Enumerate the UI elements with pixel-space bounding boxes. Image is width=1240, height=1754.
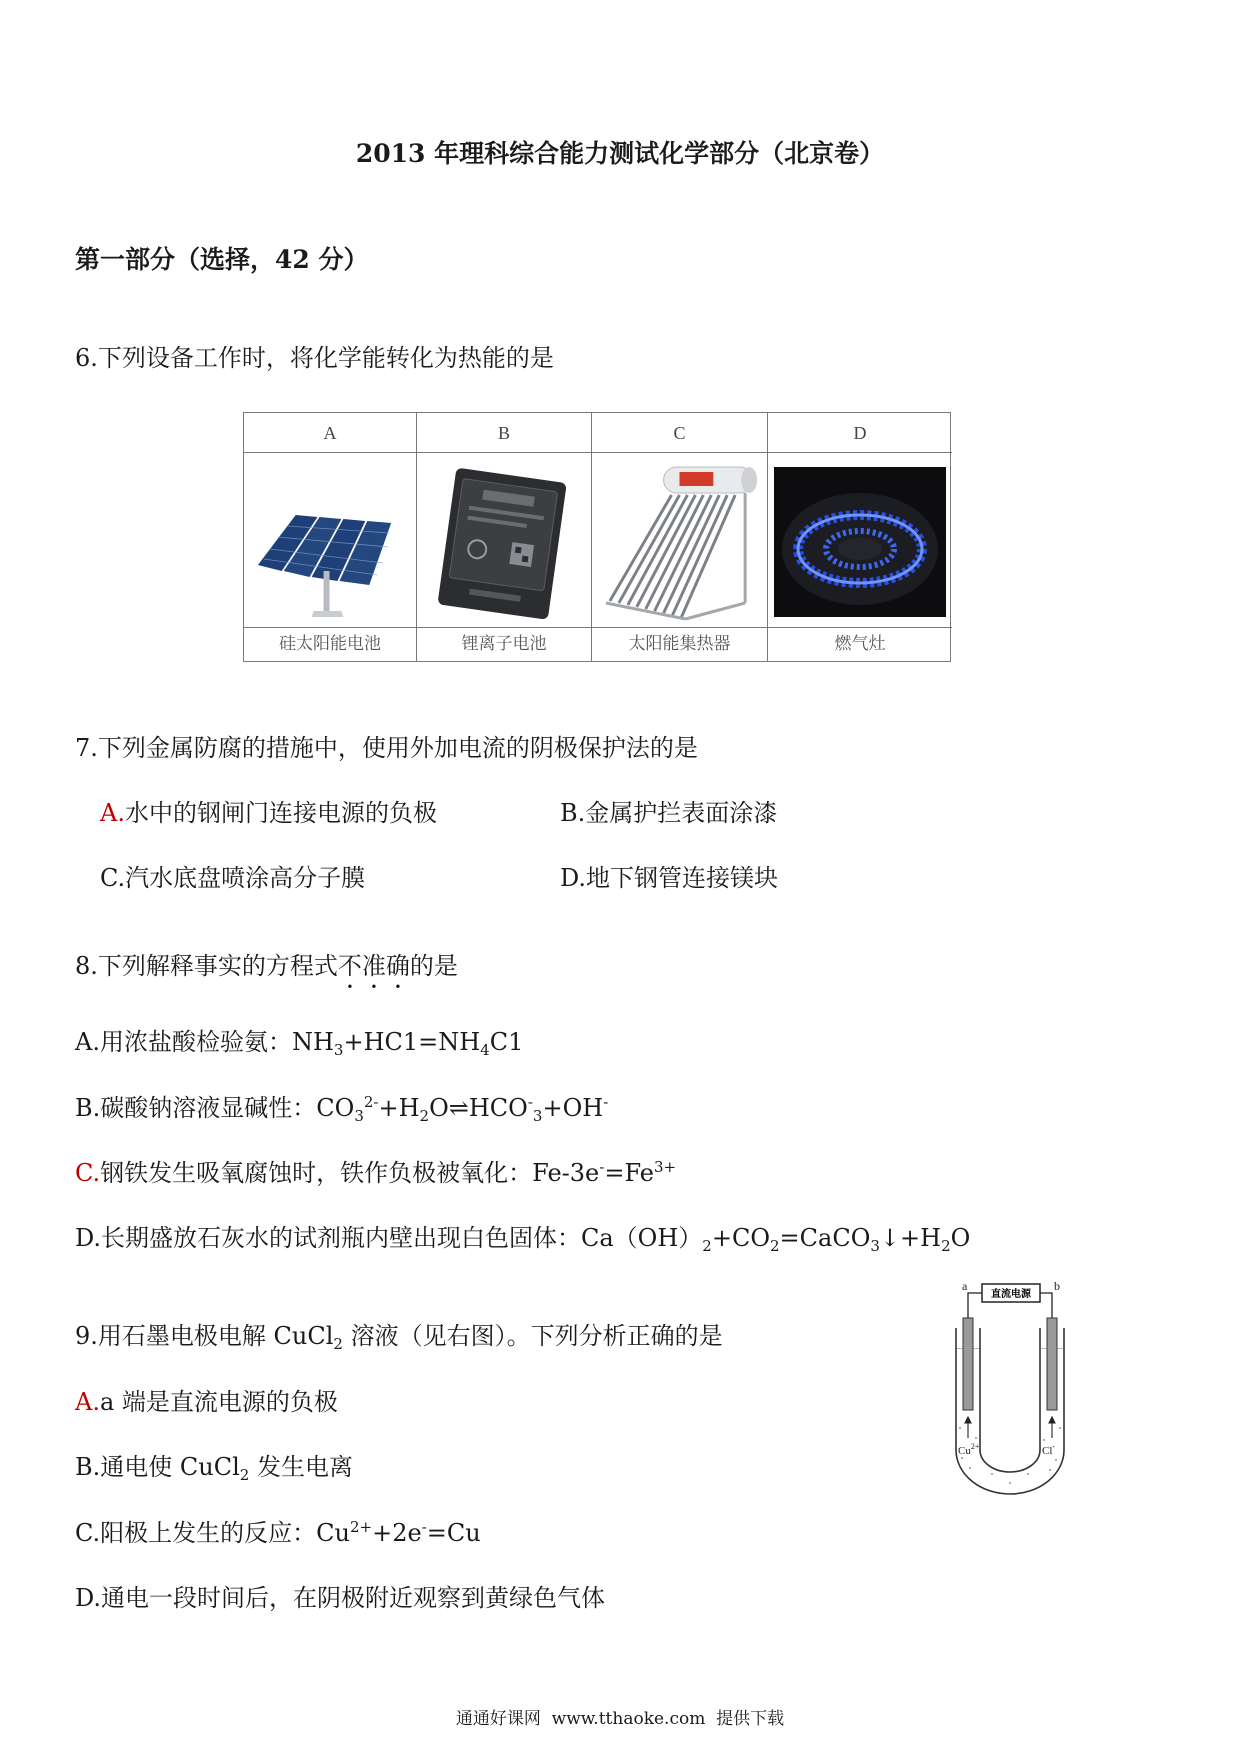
- text-run: 发生电离: [249, 1453, 353, 1481]
- superscript: 2-: [363, 1093, 379, 1111]
- table-column-a: [244, 413, 417, 661]
- text-run: =Cu: [426, 1519, 481, 1547]
- text-run: O: [429, 1094, 449, 1122]
- table-caption-b: 锂离子电池: [417, 627, 591, 661]
- subscript: 2: [941, 1237, 951, 1255]
- subscript: 3: [870, 1237, 880, 1255]
- subscript: 3: [532, 1107, 543, 1125]
- ion-arrows: [965, 1417, 1055, 1438]
- superscript: -: [599, 1158, 605, 1176]
- text-run: =CaCO: [779, 1224, 871, 1252]
- question-9-option-a[interactable]: [75, 1387, 338, 1417]
- text-run: +HC1=NH: [343, 1028, 481, 1056]
- anion-label: Cl-: [1042, 1442, 1056, 1457]
- solar-panel-image: [244, 453, 416, 629]
- terminal-b-label: b: [1054, 1279, 1060, 1293]
- question-8-option-c[interactable]: [75, 1158, 676, 1188]
- text-run: HCO: [468, 1094, 528, 1122]
- question-8-stem: [75, 951, 458, 994]
- question-8-option-d[interactable]: [75, 1223, 970, 1253]
- table-column-b: [417, 413, 592, 661]
- text-run: O: [950, 1224, 971, 1252]
- subscript: 2: [239, 1466, 250, 1484]
- question-9-option-d[interactable]: [75, 1583, 605, 1613]
- text-run: 通电使 CuCl: [100, 1453, 240, 1481]
- superscript: 2+: [349, 1518, 373, 1536]
- question-9-option-b[interactable]: [75, 1452, 353, 1482]
- table-caption-c: 太阳能集热器: [592, 627, 767, 661]
- gas-stove-flame-image: [768, 453, 952, 629]
- text-run: D.: [75, 1584, 102, 1612]
- text-run: 8.下列解释事实的方程式: [75, 952, 338, 980]
- dc-power-supply: [982, 1284, 1040, 1302]
- text-run: 阳极上发生的反应：Cu: [100, 1519, 350, 1547]
- graphite-electrodes: [963, 1318, 1057, 1410]
- superscript: -: [421, 1518, 427, 1536]
- text-run: C.: [75, 1519, 101, 1547]
- text-run: B.: [560, 799, 586, 827]
- question-8-option-a[interactable]: [75, 1027, 523, 1057]
- text-run: D.: [560, 864, 587, 892]
- text-run: D.: [75, 1224, 102, 1252]
- superscript: 3+: [654, 1158, 677, 1176]
- question-7-option-c[interactable]: [100, 863, 365, 893]
- question-7-option-d[interactable]: [560, 863, 778, 893]
- text-run: 地下钢管连接镁块: [586, 864, 779, 892]
- battery-body: [437, 468, 566, 620]
- text-run: ↓+H: [879, 1224, 942, 1252]
- emphasized-text: 不准确: [337, 952, 410, 980]
- text-run: 碳酸钠溶液显碱性：CO: [100, 1094, 355, 1122]
- water-heater-tank: [664, 467, 757, 493]
- text-run: C.: [100, 864, 126, 892]
- table-header-b: B: [417, 413, 591, 453]
- terminal-a-label: a: [962, 1279, 968, 1293]
- superscript: -: [603, 1093, 609, 1111]
- question-6-device-table: [243, 412, 951, 662]
- text-run: C1: [489, 1028, 524, 1056]
- answer-option-label: A.: [100, 799, 125, 827]
- cation-label: $Cu^{2+}$: [958, 1442, 980, 1457]
- question-7-option-b[interactable]: [560, 798, 777, 828]
- question-8-option-b[interactable]: [75, 1093, 608, 1123]
- text-run: 通电一段时间后，在阴极附近观察到黄绿色气体: [101, 1584, 606, 1612]
- text-run: 9.用石墨电极电解 CuCl: [75, 1322, 334, 1350]
- page-footer: 通通好课网 www.tthaoke.com 提供下载: [455, 1709, 785, 1729]
- superscript: -: [527, 1093, 533, 1111]
- table-column-c: [592, 413, 768, 661]
- solar-panel-array: [258, 515, 391, 617]
- section-heading: 第一部分（选择，42 分）: [75, 245, 369, 274]
- answer-option-label: C.: [75, 1159, 101, 1187]
- text-run: 用浓盐酸检验氨：NH: [99, 1028, 334, 1056]
- electrolysis-u-tube-diagram: [952, 1278, 1068, 1498]
- text-run: B.: [75, 1094, 101, 1122]
- text-run: 金属护拦表面涂漆: [585, 799, 778, 827]
- text-run: 钢铁发生吸氧腐蚀时，铁作负极被氧化：Fe-3e: [100, 1159, 600, 1187]
- subscript: 2: [702, 1237, 712, 1255]
- subscript: 2: [333, 1335, 343, 1353]
- text-run: 溶液（见右图）。下列分析正确的是: [342, 1322, 723, 1350]
- collector-tubes: [610, 495, 735, 617]
- text-run: 汽水底盘喷涂高分子膜: [125, 864, 366, 892]
- text-run: ⇌: [448, 1094, 469, 1122]
- question-7-stem: 7.下列金属防腐的措施中，使用外加电流的阴极保护法的是: [75, 734, 698, 762]
- answer-option-label: A.: [75, 1388, 100, 1416]
- text-run: A.: [75, 1028, 100, 1056]
- text-run: =Fe: [604, 1159, 654, 1187]
- question-9-stem: [75, 1321, 723, 1351]
- text-run: 水中的钢闸门连接电源的负极: [124, 799, 437, 827]
- question-6-stem: 6.下列设备工作时，将化学能转化为热能的是: [75, 344, 554, 372]
- table-caption-d: 燃气灶: [768, 627, 952, 661]
- text-run: 长期盛放石灰水的试剂瓶内壁出现白色固体：Ca（OH）: [101, 1224, 703, 1252]
- table-header-d: D: [768, 413, 952, 453]
- question-7-option-a[interactable]: [100, 798, 437, 828]
- subscript: 2: [419, 1107, 430, 1125]
- table-caption-a: 硅太阳能电池: [244, 627, 416, 661]
- text-run: a 端是直流电源的负极: [99, 1388, 338, 1416]
- table-header-a: A: [244, 413, 416, 453]
- table-header-c: C: [592, 413, 767, 453]
- subscript: 4: [480, 1041, 490, 1059]
- text-run: +H: [378, 1094, 420, 1122]
- subscript: 2: [770, 1237, 780, 1255]
- text-run: +OH: [542, 1094, 604, 1122]
- page-title: 2013 年理科综合能力测试化学部分（北京卷）: [355, 139, 885, 168]
- text-run: B.: [75, 1453, 101, 1481]
- text-run: +2e: [372, 1519, 422, 1547]
- subscript: 3: [354, 1107, 364, 1125]
- heater-frame: [606, 493, 745, 619]
- lithium-battery-image: [417, 453, 591, 629]
- solar-water-heater-image: [592, 453, 767, 629]
- table-column-d: [768, 413, 952, 661]
- power-supply-label: 直流电源: [991, 1289, 1031, 1300]
- text-run: 的是: [409, 952, 458, 980]
- question-9-option-c[interactable]: [75, 1518, 481, 1548]
- text-run: +CO: [711, 1224, 770, 1252]
- subscript: 3: [333, 1041, 344, 1059]
